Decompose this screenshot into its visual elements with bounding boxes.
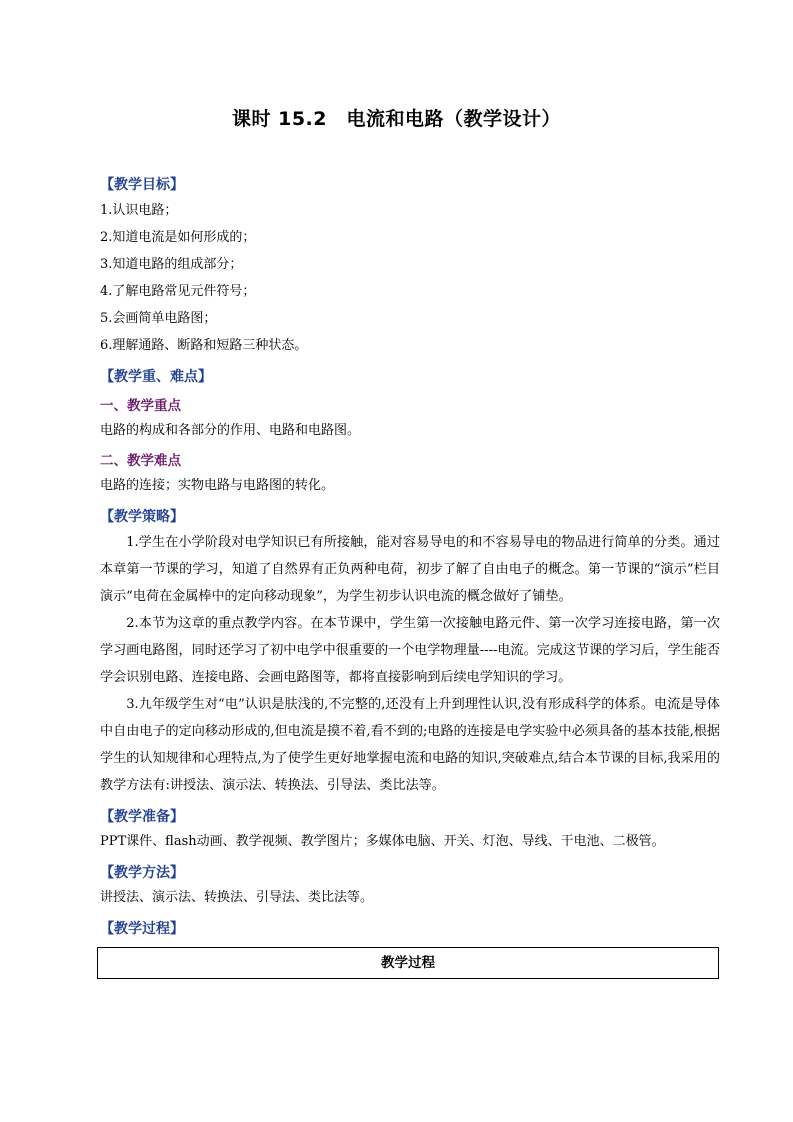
objective-item: 1.认识电路； [100, 203, 178, 218]
strategy-paragraph: 3.九年级学生对“电”认识是肤浅的,不完整的,还没有上升到理性认识,没有形成科学的体系。电流是导体中自由电子的定向移动形成的,但电流是摸不着,看不到的;电路的连接是电学实验中必须具备的基本技能,根据学生的认知规律和心理特点,为了使学生更好地掌握电流和电路的知识,突破难点,结合本节课的目标,我采用的教学方法有:讲授法、演示法、转换法、引导法、类比法等。 [100, 697, 720, 793]
page-title: 课时 15.2 电流和电路（教学设计） [232, 108, 561, 130]
strategy-paragraph: 1.学生在小学阶段对电学知识已有所接触，能对容易导电的和不容易导电的物品进行简单的分类。通过本章第一节课的学习，知道了自然界有正负两种电荷，初步了解了自由电子的概念。第一节课的“演示”栏目演示“电荷在金属棒中的定向移动现象”，为学生初步认识电流的概念做好了铺垫。 [100, 535, 720, 604]
key-point-text: 电路的构成和各部分的作用、电路和电路图。 [100, 423, 361, 438]
objectives-heading: 【教学目标】 [100, 177, 184, 193]
keypoints-heading: 【教学重、难点】 [100, 369, 212, 385]
key-point-subheading: 一、教学重点 [100, 398, 181, 414]
process-table-header: 教学过程 [97, 947, 719, 979]
difficult-point-subheading: 二、教学难点 [100, 453, 181, 469]
preparation-heading: 【教学准备】 [100, 809, 184, 825]
strategy-heading: 【教学策略】 [100, 509, 184, 525]
document-content [100, 173, 720, 979]
objective-item: 3.知道电路的组成部分； [100, 257, 243, 272]
objective-item: 6.理解通路、断路和短路三种状态。 [100, 338, 308, 353]
objective-item: 2.知道电流是如何形成的； [100, 230, 256, 245]
objective-item: 5.会画简单电路图； [100, 311, 217, 326]
difficult-point-text: 电路的连接；实物电路与电路图的转化。 [100, 478, 335, 493]
method-text: 讲授法、演示法、转换法、引导法、类比法等。 [100, 890, 374, 905]
objectives-list [100, 197, 720, 359]
objective-item: 4.了解电路常见元件符号； [100, 284, 256, 299]
strategy-paragraph: 2.本节为这章的重点教学内容。在本节课中，学生第一次接触电路元件、第一次学习连接电路，第一次学习画电路图，同时还学习了初中电学中很重要的一个电学物理量----电流。完成这节课的学习后，学生能否学会识别电路、连接电路、会画电路图等，都将直接影响到后续电学知识的学习。 [100, 616, 721, 685]
method-heading: 【教学方法】 [100, 865, 184, 881]
process-heading: 【教学过程】 [100, 921, 184, 937]
preparation-text: PPT课件、flash动画、教学视频、教学图片；多媒体电脑、开关、灯泡、导线、干电池、二极管。 [100, 834, 665, 849]
